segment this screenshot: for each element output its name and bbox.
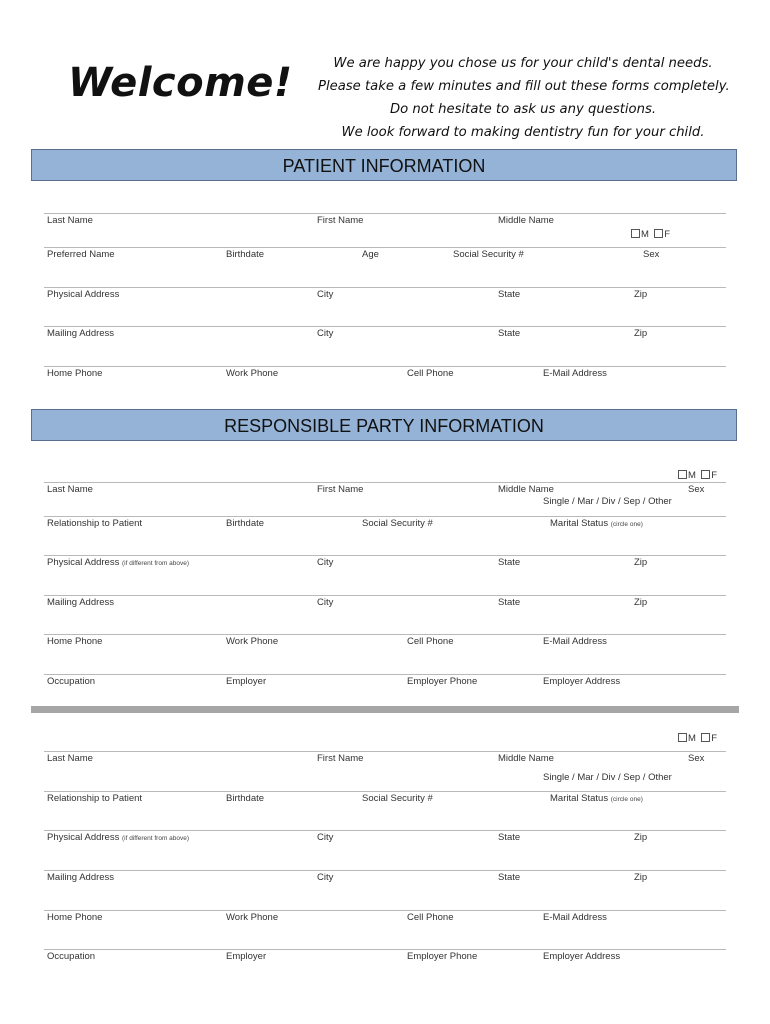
second-employer-label: Employer [226,951,267,962]
responsible-occupation-label: Occupation [47,676,96,687]
second-work-phone-label: Work Phone [226,912,279,923]
second-mailing-address-label: Mailing Address [47,872,115,883]
responsible-home-phone-label: Home Phone [47,636,103,647]
responsible-relationship-label: Relationship to Patient [47,518,143,529]
patient-preferred-name-label: Preferred Name [47,249,115,260]
second-mailing-state-label: State [498,872,521,883]
if-different-note: (if different from above) [121,560,190,567]
patient-city-label: City [317,289,334,300]
patient-mailing-zip-label: Zip [634,328,648,339]
second-employer-phone-label: Employer Phone [407,951,478,962]
patient-email-label: E-Mail Address [543,368,607,379]
row-divider [44,555,726,556]
patient-first-name-label: First Name [317,215,364,226]
responsible-last-name-label: Last Name [47,484,93,495]
patient-last-name-label: Last Name [47,215,93,226]
responsible-marital-options: Single / Mar / Div / Sep / Other [543,496,672,507]
sex-f-checkbox[interactable] [654,229,663,238]
second-ssn-label: Social Security # [362,793,433,804]
patient-ssn-label: Social Security # [453,249,524,260]
row-divider [44,482,726,483]
patient-sex-label: Sex [643,249,660,260]
second-zip-label: Zip [634,832,648,843]
second-sex-label: Sex [688,753,705,764]
if-different-note: (if different from above) [121,835,190,842]
responsible-physical-address-label [47,557,189,568]
responsible-mailing-state-label: State [498,597,521,608]
sex-f-label: F [711,470,718,481]
sex-f-label: F [664,229,671,240]
sex-f-checkbox[interactable] [701,733,710,742]
responsible-mailing-zip-label: Zip [634,597,648,608]
patient-age-label: Age [362,249,379,260]
patient-cell-phone-label: Cell Phone [407,368,454,379]
row-divider [44,870,726,871]
intro-line: Please take a few minutes and fill out these forms completely. [318,79,730,94]
responsible-sex-label: Sex [688,484,705,495]
row-divider [44,830,726,831]
intro-line: We are happy you chose us for your child's dental needs. [333,56,713,71]
row-divider [44,634,726,635]
marital-status-text: Marital Status [550,518,609,529]
row-divider [44,326,726,327]
circle-one-note: (circle one) [610,521,643,528]
row-divider [44,910,726,911]
row-divider [44,213,726,214]
responsible-mailing-address-label: Mailing Address [47,597,115,608]
responsible-mailing-city-label: City [317,597,334,608]
intro-line: Do not hesitate to ask us any questions. [389,102,657,117]
patient-state-label: State [498,289,521,300]
patient-birthdate-label: Birthdate [226,249,265,260]
sex-m-checkbox[interactable] [678,733,687,742]
responsible-birthdate-label: Birthdate [226,518,265,529]
responsible-email-label: E-Mail Address [543,636,607,647]
responsible-city-label: City [317,557,334,568]
responsible-employer-phone-label: Employer Phone [407,676,478,687]
responsible-middle-name-label: Middle Name [498,484,554,495]
responsible-section-header: RESPONSIBLE PARTY INFORMATION [31,409,737,441]
responsible-marital-status-label [550,518,643,529]
sex-m-label: M [688,470,696,481]
second-sex-checkboxes [678,733,717,744]
row-divider [44,674,726,675]
second-state-label: State [498,832,521,843]
patient-middle-name-label: Middle Name [498,215,554,226]
sex-m-checkbox[interactable] [678,470,687,479]
patient-physical-address-label: Physical Address [47,289,120,300]
sex-m-label: M [688,733,696,744]
responsible-first-name-label: First Name [317,484,364,495]
row-divider [44,247,726,248]
responsible-employer-address-label: Employer Address [543,676,621,687]
second-email-label: E-Mail Address [543,912,607,923]
second-first-name-label: First Name [317,753,364,764]
second-last-name-label: Last Name [47,753,93,764]
patient-sex-checkboxes [631,229,670,240]
second-occupation-label: Occupation [47,951,96,962]
row-divider [44,595,726,596]
sex-f-checkbox[interactable] [701,470,710,479]
sex-m-checkbox[interactable] [631,229,640,238]
physical-address-text: Physical Address [47,557,120,568]
second-birthdate-label: Birthdate [226,793,265,804]
second-relationship-label: Relationship to Patient [47,793,143,804]
responsible-state-label: State [498,557,521,568]
second-city-label: City [317,832,334,843]
row-divider [44,751,726,752]
patient-mailing-state-label: State [498,328,521,339]
sex-m-label: M [641,229,649,240]
row-divider [44,287,726,288]
second-physical-address-label [47,832,189,843]
second-marital-status-label [550,793,643,804]
circle-one-note: (circle one) [610,796,643,803]
row-divider [44,516,726,517]
patient-mailing-city-label: City [317,328,334,339]
row-divider [44,949,726,950]
welcome-heading: Welcome! [68,60,293,106]
second-middle-name-label: Middle Name [498,753,554,764]
intro-message [318,52,728,144]
patient-home-phone-label: Home Phone [47,368,103,379]
responsible-cell-phone-label: Cell Phone [407,636,454,647]
marital-status-text: Marital Status [550,793,609,804]
sex-f-label: F [711,733,718,744]
second-marital-options: Single / Mar / Div / Sep / Other [543,772,672,783]
responsible-employer-label: Employer [226,676,267,687]
section-divider-bar [31,706,739,713]
second-home-phone-label: Home Phone [47,912,103,923]
second-mailing-zip-label: Zip [634,872,648,883]
physical-address-text: Physical Address [47,832,120,843]
patient-mailing-address-label: Mailing Address [47,328,115,339]
second-employer-address-label: Employer Address [543,951,621,962]
intro-line: We look forward to making dentistry fun for your child. [341,125,705,140]
responsible-sex-checkboxes [678,470,717,481]
row-divider [44,366,726,367]
patient-work-phone-label: Work Phone [226,368,279,379]
row-divider [44,791,726,792]
patient-section-header: PATIENT INFORMATION [31,149,737,181]
responsible-zip-label: Zip [634,557,648,568]
second-mailing-city-label: City [317,872,334,883]
patient-zip-label: Zip [634,289,648,300]
responsible-work-phone-label: Work Phone [226,636,279,647]
second-cell-phone-label: Cell Phone [407,912,454,923]
responsible-ssn-label: Social Security # [362,518,433,529]
